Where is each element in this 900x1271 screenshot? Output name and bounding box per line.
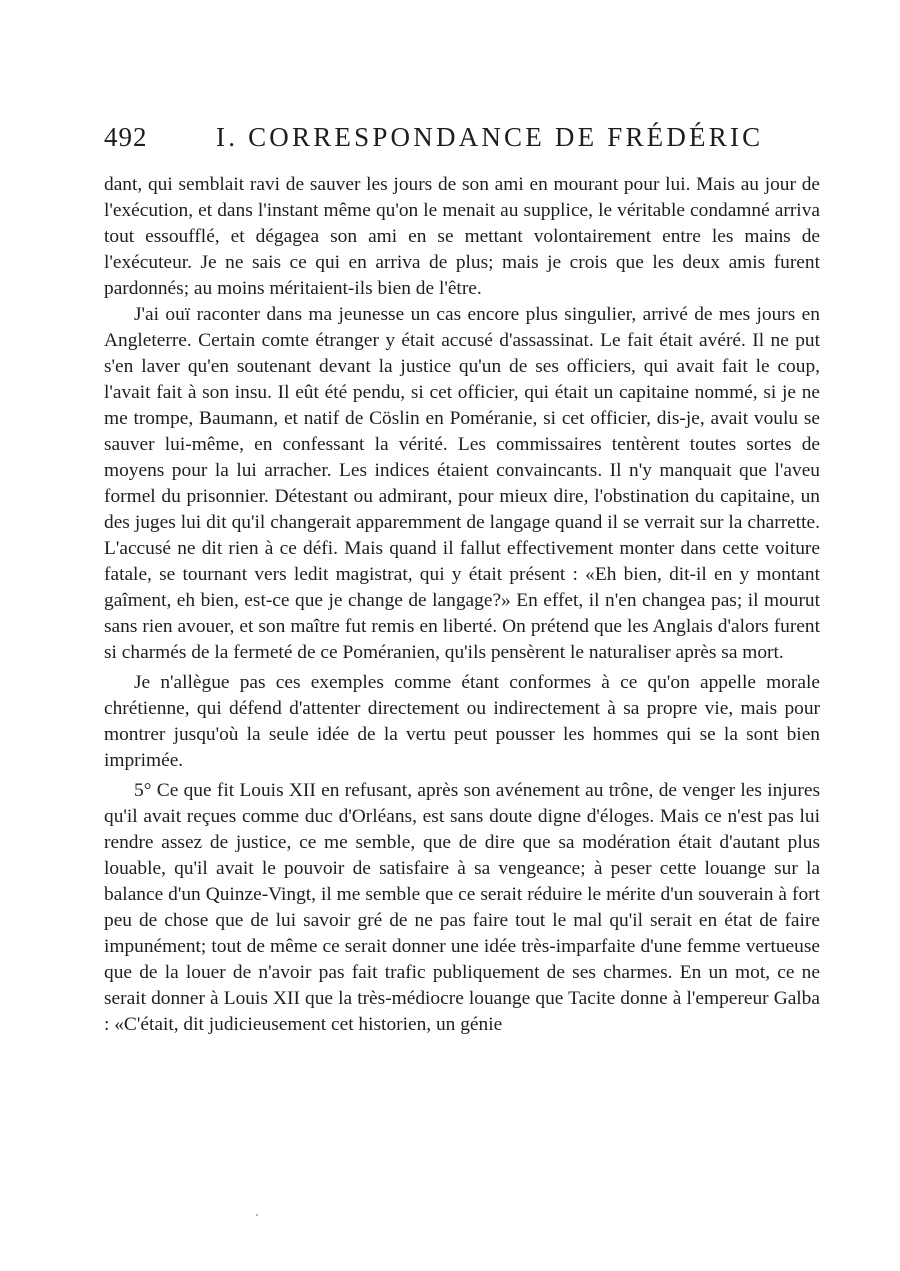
running-head bbox=[104, 122, 764, 162]
paragraph-3: Je n'allègue pas ces exemples comme étant conformes à ce qu'on appelle morale chrétienne, qui défend d'attenter directement ou indirectement à sa propre vie, mais pour montrer jusqu'où la seule idée de la vertu peut pousser les hommes qui se la sont bien imprimée. bbox=[104, 672, 820, 771]
paragraph-1: dant, qui semblait ravi de sauver les jours de son ami en mourant pour lui. Mais au jour de l'exécution, et dans l'instant même qu'on le menait au supplice, le véritable condamné arriva tout essoufflé, et dégagea son ami en se mettant volontairement entre les mains de l'exécuteur. Je ne sais ce qui en arriva de plus; mais je crois que les deux amis furent pardonnés; au moins méritaient-ils bien de l'être. bbox=[104, 174, 820, 299]
page-number: 492 bbox=[104, 122, 148, 152]
running-title: I. CORRESPONDANCE DE FRÉDÉRIC bbox=[216, 122, 764, 152]
paragraph-4: 5° Ce que fit Louis XII en refusant, après son avénement au trône, de venger les injures qu'il avait reçues comme duc d'Orléans, est sans doute digne d'éloges. Mais ce n'est pas lui rendre assez de justice, ce me semble, que de dire que sa modération était d'autant plus louable, qu'il avait le pouvoir de satisfaire à sa vengeance; à peser cette louange sur la balance d'un Quinze-Vingt, il me semble que ce serait réduire le mérite d'un souverain à fort peu de chose que de lui savoir gré de ne pas faire tout le mal qu'il serait en état de faire impunément; tout de même ce serait donner une idée très-imparfaite d'une femme vertueuse que de la louer de n'avoir pas fait trafic publiquement de ses charmes. En un mot, ce ne serait donner à Louis XII que la très-médiocre louange que Tacite donne à l'empereur Galba : «C'était, dit judicieusement cet historien, un génie bbox=[104, 780, 820, 1035]
paragraph-2: J'ai ouï raconter dans ma jeunesse un cas encore plus singulier, arrivé de mes jours en Angleterre. Certain comte étranger y était accusé d'assassinat. Le fait était avéré. Il ne put s'en laver qu'en soutenant devant la justice qu'un de ses officiers, qui avait fait le coup, l'avait fait à son insu. Il eût été pendu, si cet officier, qui était un capitaine nommé, si je ne me trompe, Baumann, et natif de Cöslin en Poméranie, si cet officier, dis-je, avait voulu se sauver lui-même, en confessant la vérité. Les commissaires tentèrent toutes sortes de moyens pour la lui arracher. Les indices étaient convaincants. Il n'y manquait que l'aveu formel du prisonnier. Détestant ou admirant, pour mieux dire, l'obstination du capitaine, un des juges lui dit qu'il changerait apparemment de langage quand il se verrait sur la charrette. L'accusé ne dit rien à ce défi. Mais quand il fallut effectivement monter dans cette voiture fatale, se tournant vers ledit magistrat, qui y était présent : «Eh bien, dit-il en y montant gaîment, eh bien, est-ce que je change de langage?» En effet, il n'en changea pas; il mourut sans rien avouer, et son maître fut remis en liberté. On prétend que les Anglais d'alors furent si charmés de la fermeté de ce Poméranien, qu'ils pensèrent le naturaliser après sa mort. bbox=[104, 304, 820, 663]
page-speck bbox=[256, 1214, 258, 1216]
body-text bbox=[104, 172, 820, 1038]
